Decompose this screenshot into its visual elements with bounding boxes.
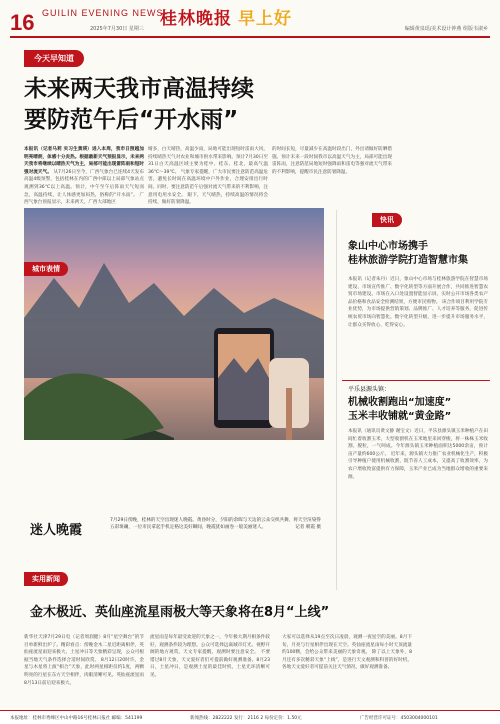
photo-caption-text: 7月29日傍晚，桂林的天空出现迷人晚霞。黄昏时分，夕阳的余晖与天边的云朵交织共舞，将天空渲染得五彩斑斓，一位市民拿起手机定格这美好瞬间，晚霞犹如画卷一般美丽迷人。 xyxy=(110,518,321,530)
story2-text: 本报讯（通讯员黄文静 谢宝文）近日，平乐县源头镇玉米种植户在田间忙着收割玉米，大型收割机在玉米地里来回穿梭，将一株株玉米收割、脱粒，一气呵成。今年源头镇玉米种植面积达5000余亩，预计亩产量约600公斤。 xyxy=(348,429,488,457)
photo-title: 迷人晚霞 xyxy=(30,523,83,538)
article-body: 气象专家提醒，广大市民要注意防范高温危害，避免长时间在高温环境中户外作业，合理安排出行时间。同时，要注意防范午后强对流天气带来的不利影响，注意用电用水安全。 xyxy=(148,169,268,198)
article-body-end: 广西气象台预报显示，未来两天，广西大部地区 xyxy=(24,192,145,206)
bottom-text: 除了以上天象外，8月还有多次精彩天象“上线”，是进行天文观测和科普的好时机，各地天文爱好者可提前关注天气情况，做好观测准备。 xyxy=(282,650,412,671)
story1-headline-line-2: 桂林旅游学院打造智慧市集 xyxy=(348,255,468,266)
page-footer xyxy=(0,710,500,724)
bottom-text: 流星雨是每年最受欢迎的天象之一，今年极大期月相条件较好，观测条件较为理想。公众可选择远离城市灯光、视野开阔的地方观赏。天文专家提醒，观测时要注意安全。 xyxy=(150,635,270,656)
brand-section: 早上好 xyxy=(238,9,292,29)
bottom-col-2 xyxy=(150,634,270,680)
section-tag-today: 今天早知道 xyxy=(24,50,84,67)
story2-headline xyxy=(348,396,451,424)
section-tag-city: 城市表情 xyxy=(24,262,68,276)
section-tag-practical: 实用新闻 xyxy=(24,572,68,586)
date-line: 2025年7月30日 星期三 xyxy=(90,26,144,32)
article-body: 晴多，白天晴热，高温少雨，局地可能出现短时雷雨大风，持续晴热天气对农业和城市供水带来影响。预计7月30日至31日白天高温区域主要为桂中、桂东、桂北，最高气温36℃～39℃。 xyxy=(148,147,268,175)
story1-headline-line-1: 象山中心市场携手 xyxy=(348,241,428,252)
bottom-text: 8月12日20时许，金星与木星将上演“相合”天象，此时两星相距仅约1度，两颗明亮的行星在东方天空相伴，肉眼清晰可见。英仙座流星雨8月13日前后迎来极大。 xyxy=(24,657,144,686)
bottom-col-1 xyxy=(24,634,144,687)
footer-hotline: 新闻热线：2822222 发行：2116 2 每份定价：1.50元 xyxy=(190,716,302,721)
bottom-headline: 金木极近、英仙座流星雨极大等天象将在8月“上线” xyxy=(30,605,330,620)
headline-line-2: 要防范午后“开水雨” xyxy=(24,107,239,133)
main-headline xyxy=(24,74,324,136)
article-body: 的时间长短，尽量减少在高温时段出门，外出请做好防晒措施。预计未来一段时间我市以高温天气为主，局部可能出现雷阵雨，注意防范局地短时强降雨和雷电等强对流天气带来的不利影响，提醒市民注意防暑降温。 xyxy=(272,147,392,175)
page-number: 16 xyxy=(10,10,35,35)
bottom-text: 不要错过8月天象，天文爱好者们可提前做好观测准备。8月23日，土星冲日，是观测土星的最佳时机，土星光环清晰可见。 xyxy=(150,650,270,678)
story2-headline-line-1: 机械收割跑出“加速度” xyxy=(348,397,452,408)
editor-line: 编辑黄泉瑶/美术设计钟燕 组版韦淑乡 xyxy=(404,26,488,32)
story2-body xyxy=(348,428,488,481)
article-col-2 xyxy=(148,146,268,207)
story2-headline-line-2: 玉米丰收铺就“黄金路” xyxy=(348,411,452,422)
story2-text-2: 近年来，源头镇大力推广农业机械化生产，积极引导种植户使用机械收割，既节省人工成本，又提高了收割效率，为农户增收致富提供有力保障，玉米产业已成为当地群众增收的重要来源。 xyxy=(348,451,488,480)
footer-address: 本报地址：桂林市秀峰区中山中路16号桂林日报社 邮编：541199 xyxy=(10,716,143,721)
story-divider xyxy=(342,380,490,381)
story1-headline xyxy=(348,240,468,268)
article-col-1 xyxy=(24,146,144,207)
article-body: 从7月26日至今，广西气象台已连续4天发布高温4级预警，包括桂林在内的广西中部以上局部气象站点观测到36℃以上高温。预计，中午至午后阵雨天气短而急，高温持续，让人体感更加闷热，俗称的“开水雨”。 xyxy=(24,169,144,198)
footer-license: 广告经营许可证号：4503004000101 xyxy=(360,716,438,721)
column-divider xyxy=(336,210,337,590)
story2-subhead: 平乐县源头镇： xyxy=(348,386,391,393)
story1-text: 本报讯（记者朱丹）近日，象山中心市场与桂林旅游学院在智慧市场建设、市场宣传推广、数字化转型等方面开展合作，共同推进智慧农贸市场建设。市场在入口处设置智能显示屏，实时公开市场各类农产品价格和食品安全检测结果，方便市民购物。 xyxy=(348,277,488,305)
story1-body xyxy=(348,276,488,329)
bottom-col-3 xyxy=(282,634,412,672)
section-tag-news: 快讯 xyxy=(372,213,402,227)
photo-caption xyxy=(110,517,325,531)
brand-title: 桂林晚报 xyxy=(160,9,232,29)
photo-credit: 记者 朝霞 摄 xyxy=(295,525,321,530)
article-body-end: 眼下，天气晴热，持续高温的情况将会持续，做好防暑降温。 xyxy=(148,192,268,206)
masthead xyxy=(0,0,500,38)
bottom-text: 新华社天津7月29日电（记者周润健）8月“星空舞台”的节目单新鲜出炉了。精彩看点：傍晚金木二星近距离相伴，英仙座流星雨迎来极大，土星冲日等天象精彩呈现，公众可根据当地天气条件选择合适时间欣赏。 xyxy=(24,635,144,663)
bottom-text: 大家可以选择从19点至次日凌晨，观测一夜星空的美丽。8月下旬，月亮与行星相伴出现在天空。英仙座流星雨每小时天顶流量约100颗，会给公众带来美丽的天象奇观。 xyxy=(282,635,412,656)
headline-line-1: 未来两天我市高温持续 xyxy=(24,76,254,102)
article-lead: 本报讯（记者马莉 实习生黄瑛）进入本周，我市日照越加明亮晴朗，体感十分炎热。根据最新天气预报显示，未来两天我市将继续以晴热天气为主，局部可能出现雷阵雨和短时强对流天气。 xyxy=(24,147,144,175)
paper-name-en: GUILIN EVENING NEWS xyxy=(42,8,164,18)
story1-text-2: 该合作项目利用学院专业优势，为市场提供营销策划、品牌推广、人才培养等服务，促进传统农贸市场向智慧化、数字化转型升级，进一步提升市场服务水平，让群众买得放心、吃得安心。 xyxy=(348,299,488,328)
header-rule xyxy=(10,36,490,38)
sunset-photo xyxy=(24,208,324,440)
article-col-3 xyxy=(272,146,392,176)
